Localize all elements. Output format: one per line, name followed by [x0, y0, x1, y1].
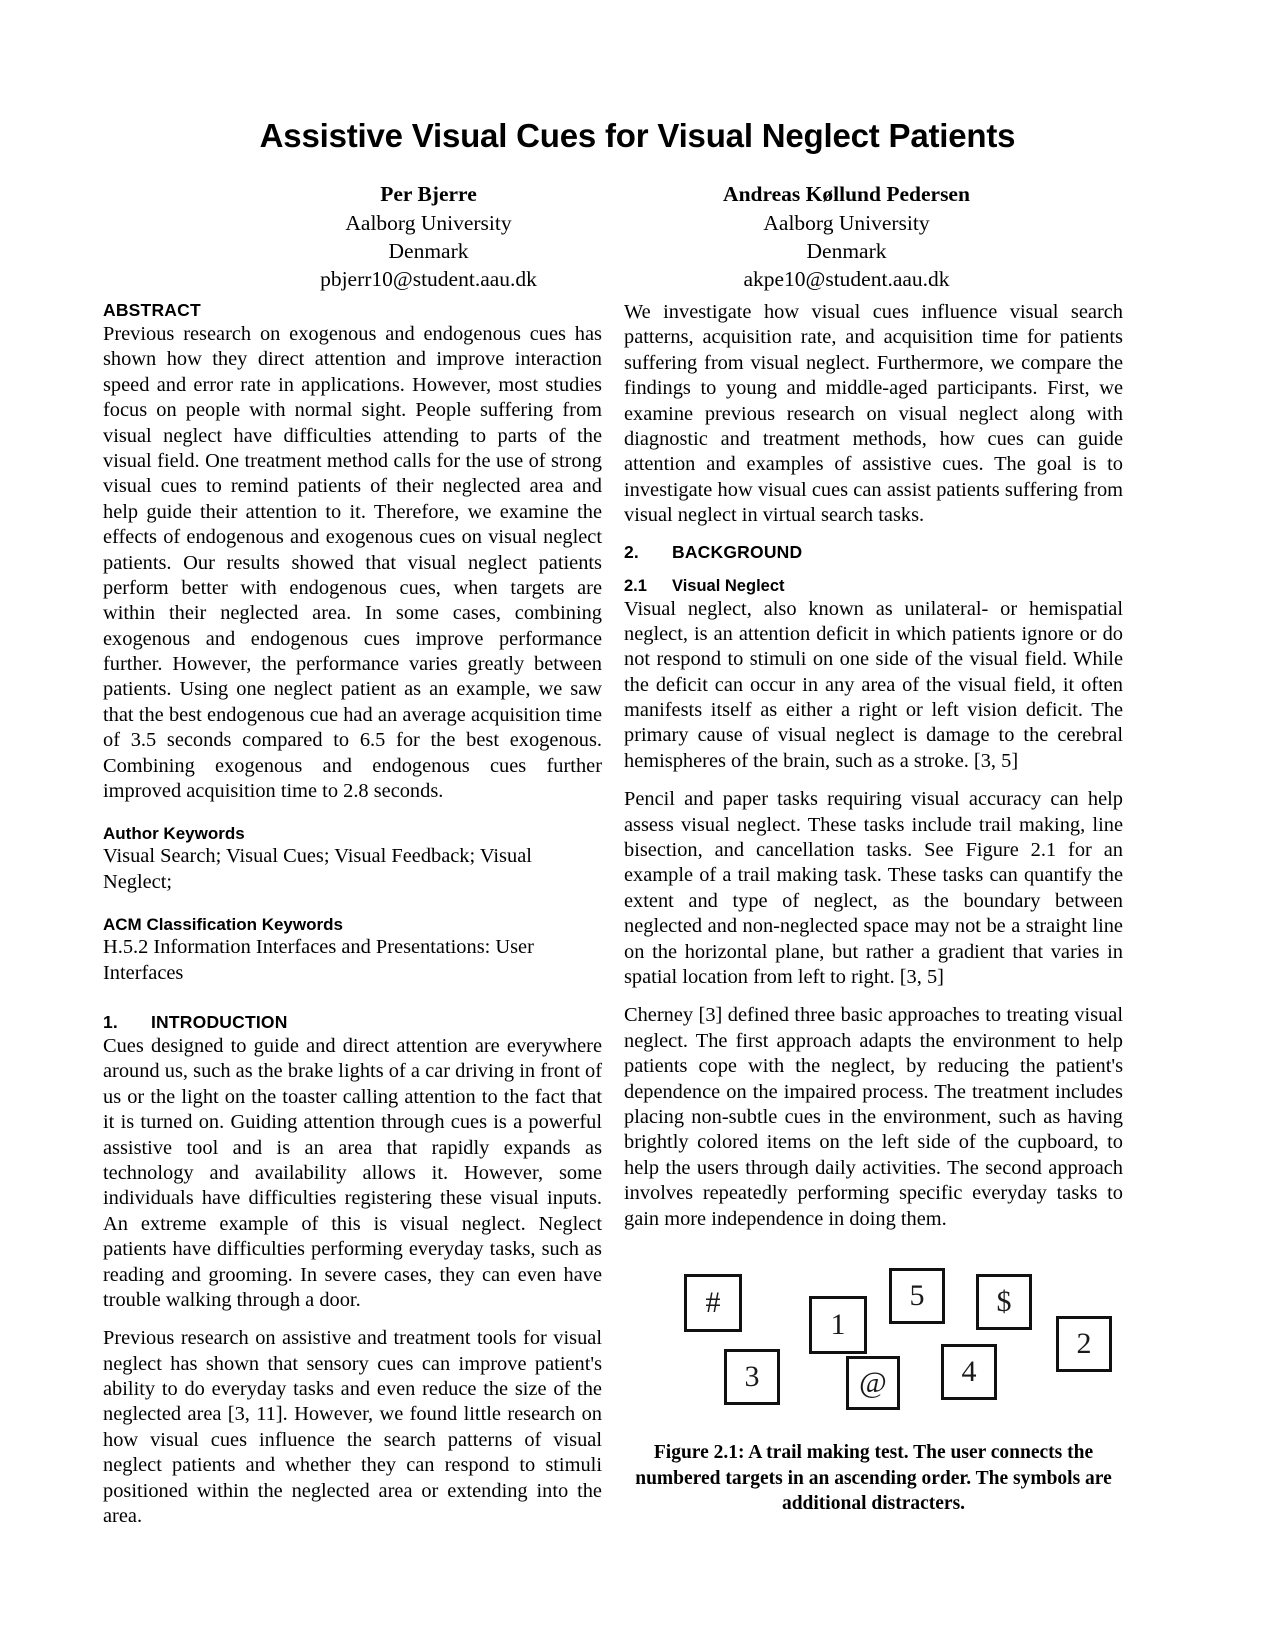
left-column: [103, 300, 602, 1542]
background-paragraph-1: Visual neglect, also known as unilateral- or hemispatial neglect, is an attention deficit in which patients ignore or do not respond to stimuli on one side of the visual field. While the deficit can occur in any area of the visual field, it often manifests itself as either a right or left vision deficit. The primary cause of visual neglect is damage to the cerebral hemispheres of the brain, such as a stroke. [3, 5]: [624, 597, 1123, 772]
author-entry-2: [697, 180, 997, 294]
figure-target-box: [809, 1296, 867, 1354]
figure-target-label: 1: [830, 1307, 846, 1341]
introduction-label: INTRODUCTION: [151, 1011, 288, 1032]
page-title: Assistive Visual Cues for Visual Neglect Patients: [259, 117, 1016, 154]
background-number: 2.: [624, 541, 639, 562]
intro-paragraph-3: We investigate how visual cues influence visual search patterns, acquisition rate, and acquisition time for patients suffering from visual neglect. Furthermore, we compare the findings to young and middle-aged participants. First, we examine previous research on visual neglect along with diagnostic and treatment methods, how cues can guide attention and examples of assistive cues. The goal is to investigate how visual cues can assist patients suffering from visual neglect in virtual search tasks.: [624, 301, 1123, 527]
figure-target-box: [724, 1349, 780, 1405]
author-keywords-text: Visual Search; Visual Cues; Visual Feedback; Visual Neglect;: [103, 845, 532, 893]
right-column: [624, 300, 1123, 1542]
author-email: pbjerr10@student.aau.dk: [320, 267, 537, 292]
figure-target-label: 2: [1076, 1326, 1092, 1360]
trail-making-figure: [624, 1256, 1123, 1424]
abstract-heading: ABSTRACT: [103, 300, 201, 320]
background-paragraph-2: Pencil and paper tasks requiring visual accuracy can help assess visual neglect. These tasks include trail making, line bisection, and cancellation tasks. See Figure 2.1 for an example of a trail making task. These tasks can quantify the extent and type of neglect, as the boundary between neglected and non-neglected space may not be a straight line on the horizontal plane, but rather a gradient that varies in spatial location from left to right. [3, 5]: [624, 788, 1123, 988]
two-column-body: [103, 300, 1123, 1542]
figure-target-label: @: [859, 1365, 887, 1399]
figure-target-box: [684, 1274, 742, 1332]
subsection-label: Visual Neglect: [672, 576, 785, 595]
author-country: Denmark: [388, 239, 469, 264]
introduction-heading: [103, 1012, 602, 1033]
author-affiliation: Aalborg University: [763, 210, 930, 235]
figure-target-label: 5: [909, 1278, 925, 1312]
figure-target-box: [941, 1344, 997, 1400]
figure-target-box: [846, 1356, 900, 1410]
figure-target-label: 3: [744, 1359, 760, 1393]
visual-neglect-subheading: [624, 577, 1123, 596]
abstract-text: Previous research on exogenous and endogenous cues has shown how they direct attention and improve interaction speed and error rate in applications. However, most studies focus on people with normal sight. People suffering from visual neglect have difficulties attending to parts of the visual field. One treatment method calls for the use of strong visual cues to remind patients of their neglected area and help guide their attention to it. Therefore, we examine the effects of endogenous and exogenous cues on visual neglect patients. Our results showed that visual neglect patients perform better with endogenous cues, when targets are within their neglected area. In some cases, combining exogenous and endogenous cues improve performance further. However, the performance varies greatly between patients. Using one neglect patient as an example, we saw that the best endogenous cue had an average acquisition time of 3.5 seconds compared to 6.5 for the best exogenous. Combining exogenous and endogenous cues further improved acquisition time to 2.8 seconds.: [103, 323, 602, 803]
figure-target-label: 4: [961, 1354, 977, 1388]
author-affiliation: Aalborg University: [345, 210, 512, 235]
figure-target-label: #: [705, 1285, 721, 1319]
background-heading: [624, 542, 1123, 563]
background-paragraph-3: Cherney [3] defined three basic approaches to treating visual neglect. The first approach adapts the environment to help patients cope with the neglect, by reducing the patient's dependence on the impaired process. The treatment includes placing non-subtle cues in the environment, such as having brightly colored items on the left side of the cupboard, to help the users through daily activities. The second approach involves repeatedly performing specific everyday tasks to gain more independence in doing them.: [624, 1004, 1123, 1230]
acm-keywords-heading: ACM Classification Keywords: [103, 915, 343, 935]
author-entry-1: [279, 180, 579, 294]
author-name: Per Bjerre: [380, 182, 477, 207]
background-label: BACKGROUND: [672, 541, 803, 562]
introduction-number: 1.: [103, 1011, 118, 1032]
author-keywords-heading: Author Keywords: [103, 824, 245, 844]
figure-target-label: $: [996, 1284, 1012, 1318]
figure-target-box: [1056, 1316, 1112, 1372]
author-country: Denmark: [806, 239, 887, 264]
acm-keywords-text: H.5.2 Information Interfaces and Presentations: User Interfaces: [103, 936, 534, 984]
figure-caption: Figure 2.1: A trail making test. The user connects the numbered targets in an ascending order. The symbols are additional distracters.: [635, 1441, 1112, 1515]
author-block: [0, 180, 1275, 294]
intro-paragraph-2: Previous research on assistive and treatment tools for visual neglect has shown that sensory cues can improve patient's ability to do everyday tasks and even reduce the size of the neglected area [3, 11]. However, we found little research on how visual cues influence the search patterns of visual neglect patients and whether they can respond to stimuli positioned within the neglected area or extending into the area.: [103, 1327, 602, 1528]
figure-target-box: [889, 1268, 945, 1324]
intro-paragraph-1: Cues designed to guide and direct attention are everywhere around us, such as the brake lights of a car driving in front of us or the light on the toaster calling attention to the fact that it is turned on. Guiding attention through cues is a powerful assistive tool and is an area that rapidly expands as technology and availability allows it. However, some individuals have difficulties registering these visual inputs. An extreme example of this is visual neglect. Neglect patients have difficulties performing everyday tasks, such as reading and grooming. In severe cases, they can even have trouble walking through a door.: [103, 1034, 602, 1311]
figure-target-box: [976, 1274, 1032, 1330]
author-email: akpe10@student.aau.dk: [743, 267, 950, 292]
author-name: Andreas Køllund Pedersen: [723, 182, 970, 207]
subsection-number: 2.1: [624, 576, 647, 595]
